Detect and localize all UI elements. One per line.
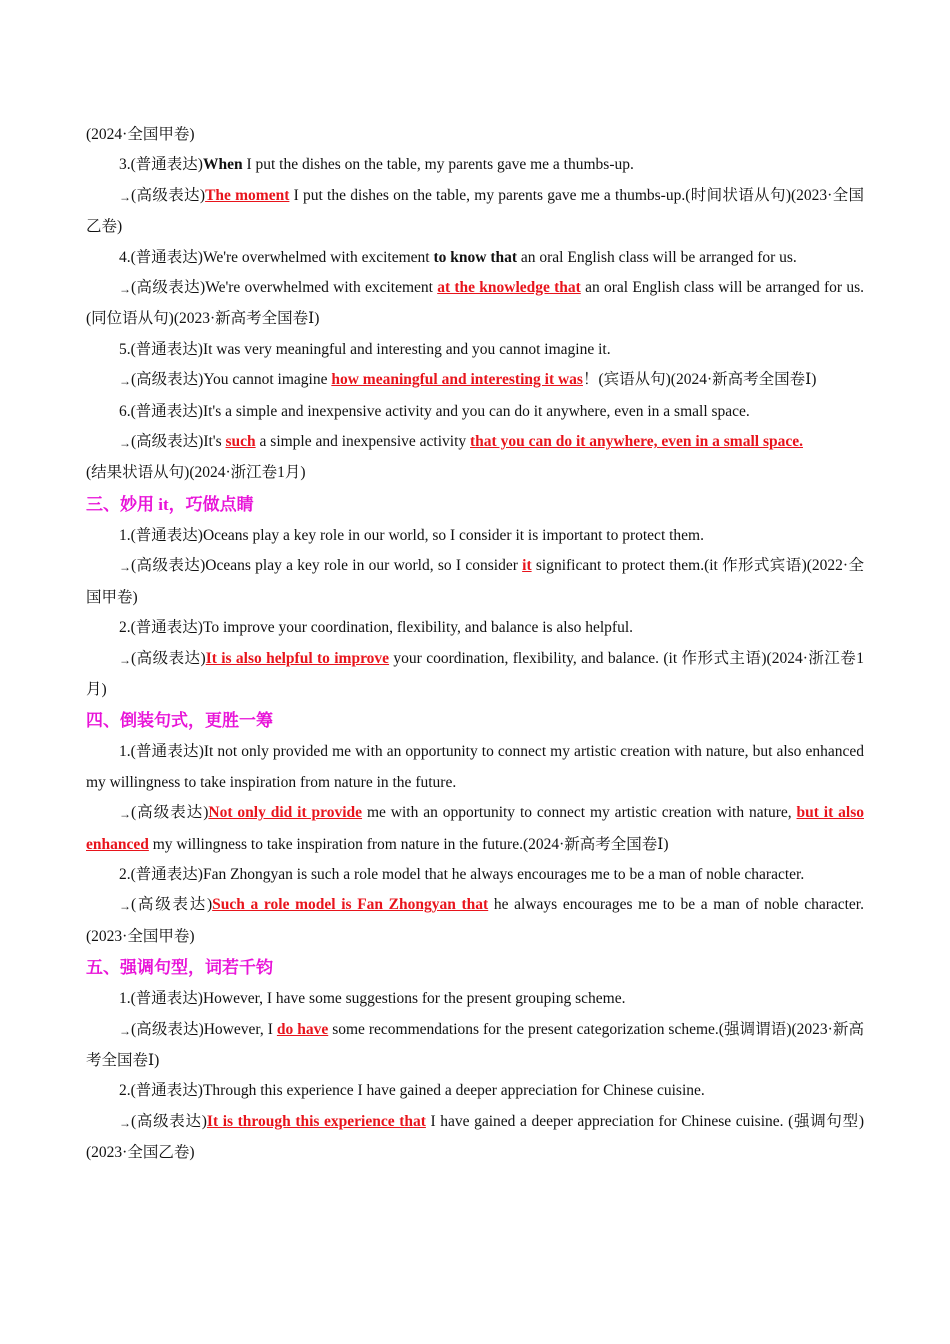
arrow-icon: → (119, 899, 131, 914)
it-1-plain: 1.(普通表达)Oceans play a key role in our world, so I consider it is important to protect them. (119, 526, 704, 544)
emphasis-2-advanced: →(高级表达)It is through this experience that I have gained a deeper appreciation for Chinese cuisine. (强调句型)(2023·全国乙卷) (86, 1112, 864, 1162)
sentence-5-advanced: →(高级表达)You cannot imagine how meaningful and interesting it was！(宾语从句)(2024·新高考全国卷Ⅰ) (119, 371, 817, 389)
document-body (86, 120, 864, 1169)
emphasis-1-plain: 1.(普通表达)However, I have some suggestions for the present grouping scheme. (119, 990, 626, 1008)
sentence-6-advanced: →(高级表达)It's such a simple and inexpensive activity that you can do it anywhere, even in a small space. (结果状语从句)(2024·浙江卷1月) (86, 433, 803, 482)
inversion-2-plain: 2.(普通表达)Fan Zhongyan is such a role model that he always encourages me to be a man of noble character. (119, 865, 805, 883)
section-heading-3: 三、妙用 it，巧做点睛 (86, 494, 254, 514)
sentence-4-plain: 4.(普通表达)We're overwhelmed with excitement to know that an oral English class will be arranged for us. (119, 248, 797, 266)
it-2-advanced: →(高级表达)It is also helpful to improve your coordination, flexibility, and balance. (it 作形式主语)(2024·浙江卷1月) (86, 649, 865, 698)
inversion-2-advanced: →(高级表达)Such a role model is Fan Zhongyan that he always encourages me to be a man of noble character.(2023·全国甲卷) (86, 896, 864, 945)
inversion-1-plain: 1.(普通表达)It not only provided me with an opportunity to connect my artistic creation with nature, but also enhanced my willingness to take inspiration from nature in the future. (86, 743, 864, 791)
section-heading-4: 四、倒装句式，更胜一筹 (86, 711, 273, 731)
sentence-5-plain: 5.(普通表达)It was very meaningful and interesting and you cannot imagine it. (119, 340, 611, 358)
emphasis-1-advanced: →(高级表达)However, I do have some recommendations for the present categorization scheme.(强调谓语)(2023·新高考全国卷Ⅰ) (86, 1020, 864, 1069)
arrow-icon: → (119, 807, 131, 822)
section-heading-5: 五、强调句型，词若千钧 (86, 958, 273, 978)
sentence-3-advanced: →(高级表达)The moment I put the dishes on the table, my parents gave me a thumbs-up.(时间状语从句)(2023·全国乙卷) (86, 186, 865, 236)
arrow-icon: → (119, 282, 131, 297)
arrow-icon: → (119, 560, 131, 575)
arrow-icon: → (119, 189, 131, 204)
arrow-icon: → (119, 436, 131, 451)
arrow-icon: → (119, 374, 131, 389)
arrow-icon: → (119, 652, 131, 667)
emphasis-2-plain: 2.(普通表达)Through this experience I have gained a deeper appreciation for Chinese cuisine. (119, 1082, 705, 1100)
sentence-4-advanced: →(高级表达)We're overwhelmed with excitement at the knowledge that an oral English class will be arranged for us.(同位语从句)(2023·新高考全国卷Ⅰ) (86, 279, 864, 328)
sentence-6-plain: 6.(普通表达)It's a simple and inexpensive activity and you can do it anywhere, even in a small space. (119, 402, 750, 420)
inversion-1-advanced: →(高级表达)Not only did it provide me with an opportunity to connect my artistic creation with nature, but it also enhanced my willingness to take inspiration from nature in the future.(2024·新高考全国卷Ⅰ) (86, 804, 864, 853)
sentence-3-plain: 3.(普通表达)When I put the dishes on the table, my parents gave me a thumbs-up. (119, 156, 634, 174)
it-2-plain: 2.(普通表达)To improve your coordination, flexibility, and balance is also helpful. (119, 619, 634, 637)
arrow-icon: → (119, 1023, 131, 1038)
arrow-icon: → (119, 1115, 131, 1130)
it-1-advanced: →(高级表达)Oceans play a key role in our world, so I consider it significant to protect them.(it 作形式宾语)(2022·全国甲卷) (86, 557, 864, 606)
source-line: (2024·全国甲卷) (86, 126, 195, 143)
